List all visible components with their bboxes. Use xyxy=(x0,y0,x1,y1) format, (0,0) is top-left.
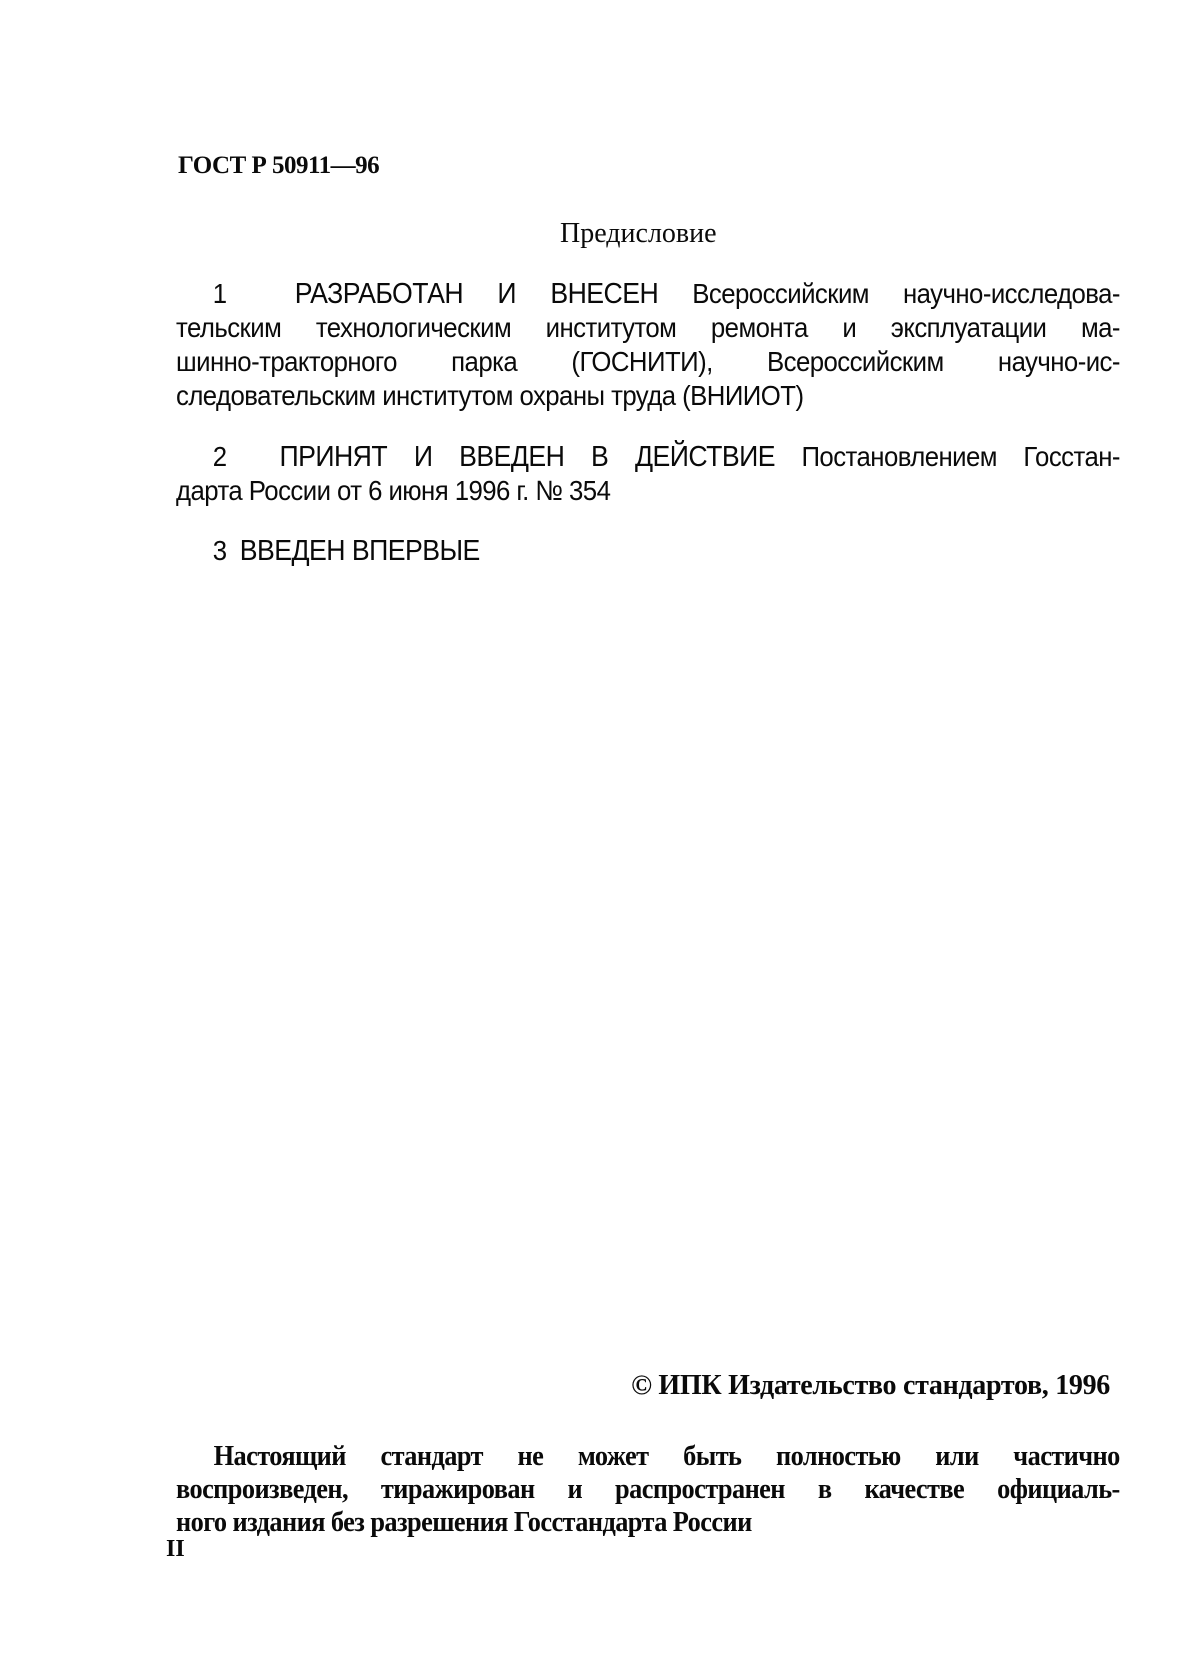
item-text-line: Всероссийским научно-исследова- xyxy=(692,278,1120,309)
copyright-notice: © ИПК Издательство стандартов, 1996 xyxy=(631,1370,1110,1401)
page-number: II xyxy=(166,1536,185,1562)
notice-line: воспроизведен, тиражирован и распространен в качестве официаль- xyxy=(176,1474,1120,1505)
notice-line: Настоящий стандарт не может быть полностью или частично xyxy=(213,1441,1120,1472)
item-number: 3 xyxy=(212,535,227,566)
item-number: 2 xyxy=(212,441,227,472)
item-heading: ПРИНЯТ И ВВЕДЕН В ДЕЙСТВИЕ xyxy=(279,441,776,473)
item-number: 1 xyxy=(212,278,227,309)
item-text-line: тельским технологическим институтом ремонта и эксплуатации ма- xyxy=(176,312,1120,343)
item-text-line: Постановлением Госстан- xyxy=(801,441,1120,472)
document-code: ГОСТ Р 50911—96 xyxy=(178,152,380,179)
item-text-line: шинно-тракторного парка (ГОСНИТИ), Всероссийским научно-ис- xyxy=(176,346,1120,377)
preface-item-1 xyxy=(176,277,1120,413)
preface-item-3 xyxy=(176,534,1120,568)
reproduction-notice xyxy=(176,1440,1120,1539)
preface-title: Предисловие xyxy=(560,218,717,249)
item-heading: РАЗРАБОТАН И ВНЕСЕН xyxy=(294,278,659,310)
item-heading: ВВЕДЕН ВПЕРВЫЕ xyxy=(239,535,480,567)
item-text-line: следовательским институтом охраны труда (ВНИИОТ) xyxy=(176,380,804,411)
preface-item-2 xyxy=(176,440,1120,508)
notice-line: ного издания без разрешения Госстандарта России xyxy=(176,1507,752,1538)
item-text-line: дарта России от 6 июня 1996 г. № 354 xyxy=(176,475,611,506)
